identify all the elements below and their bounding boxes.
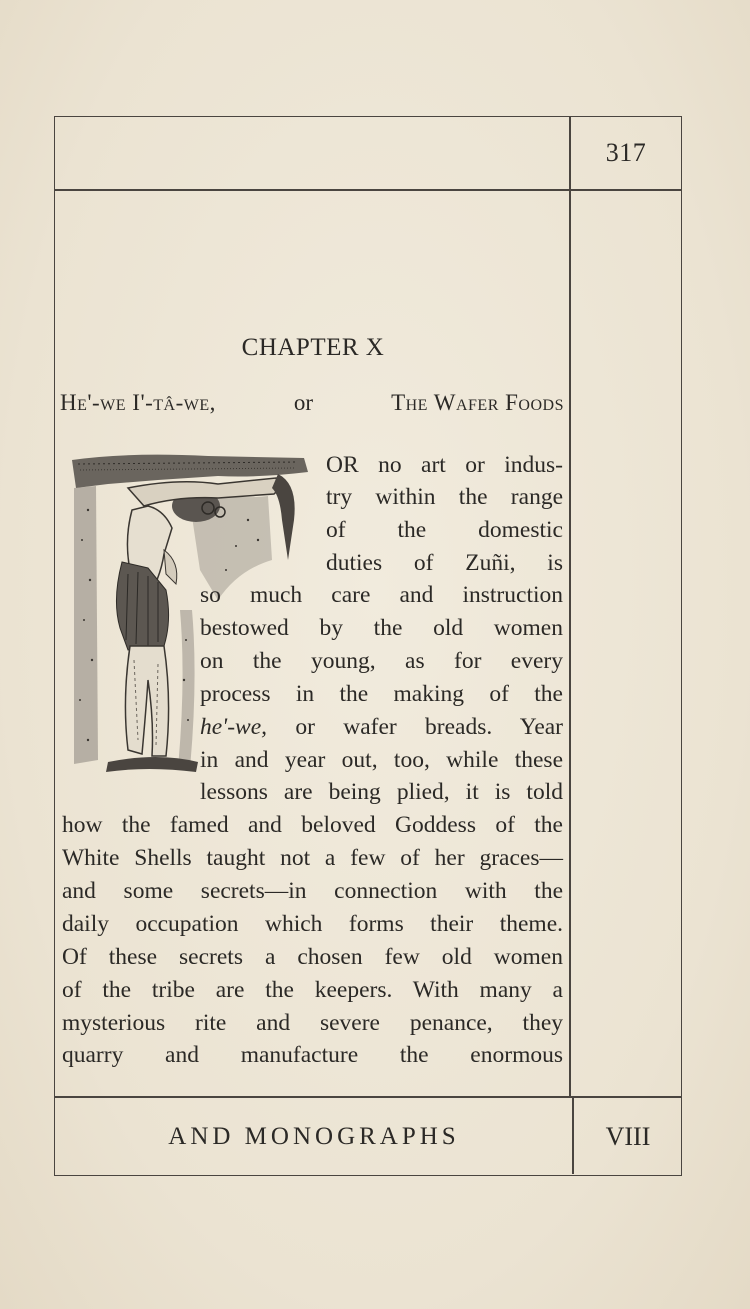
body-line-3: of the domestic — [326, 517, 563, 543]
body-line-14: and some secrets—in connection with the — [62, 878, 563, 904]
body-line-15: daily occupation which forms their theme. — [62, 911, 563, 937]
body-line-13: White Shells taught not a few of her graces— — [62, 845, 563, 871]
subtitle-joiner: or — [293, 390, 314, 415]
chapter-subtitle — [60, 390, 564, 416]
chapter-title: CHAPTER X — [241, 334, 385, 361]
body-line-19: quarry and manufacture the enormous — [62, 1042, 563, 1068]
italic-term: he'-we, — [200, 714, 268, 740]
page-number: 317 — [605, 138, 647, 167]
body-line-12: how the famed and beloved Goddess of the — [62, 812, 563, 838]
body-line-5: so much care and instruction — [200, 582, 563, 608]
body-line-7: on the young, as for every — [200, 648, 563, 674]
body-line-1: OR no art or indus- — [326, 452, 563, 478]
body-line-11: lessons are being plied, it is told — [200, 779, 563, 805]
subtitle-english: The Wafer Foods — [391, 390, 564, 415]
body-line-10: in and year out, too, while these — [200, 747, 563, 773]
body-line-16: Of these secrets a chosen few old women — [62, 944, 563, 970]
body-line-9-rest: or wafer breads. Year — [295, 714, 564, 740]
body-line-17: of the tribe are the keepers. With many a — [62, 977, 563, 1003]
body-line-4: duties of Zuñi, is — [326, 550, 563, 576]
subtitle-native: He'-we I'-tâ-we, — [60, 390, 216, 415]
body-line-9 — [200, 711, 563, 743]
header-rule — [54, 189, 681, 191]
margin-column-rule — [569, 116, 571, 1097]
body-line-18: mysterious rite and severe penance, they — [62, 1010, 563, 1036]
series-title: AND MONOGRAPHS — [168, 1123, 460, 1150]
body-line-8: process in the making of the — [200, 681, 563, 707]
volume-number: VIII — [605, 1122, 651, 1151]
body-line-2: try within the range — [326, 484, 563, 510]
footer-rule — [54, 1096, 681, 1098]
body-line-6: bestowed by the old women — [200, 615, 563, 641]
